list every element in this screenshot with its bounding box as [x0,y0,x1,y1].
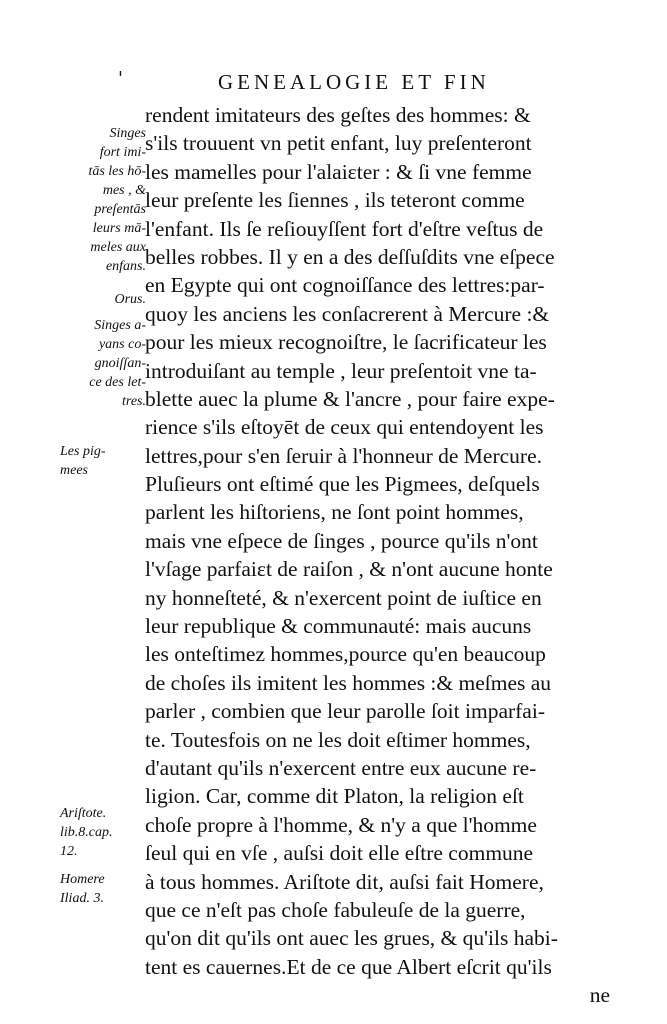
margin-note-singes-imitans [60,124,146,276]
margin-note-line: enfans. [105,259,146,274]
margin-note-line: leurs mā- [92,221,146,236]
margin-note-line: lib.8.cap. [60,825,113,840]
text-line: rience s'ils eſtoyēt de ceux qui entendoyent les [145,415,544,440]
text-line: leur republique & communauté: mais aucuns [145,614,532,639]
text-line: rendent imitateurs des geſtes des hommes: & [145,103,531,127]
header-mark: ' [118,68,123,89]
margin-note-line: ce des let- [89,375,146,390]
margin-note-line: mes , & [102,183,146,198]
margin-note-line: gnoiſſan- [94,356,146,371]
margin-note-aristote [60,804,146,861]
text-line: l'enfant. Ils ſe reſiouyſſent fort d'eſtre veſtus de [145,216,544,241]
text-line: quoy les anciens les conſacrerent à Mercure :& [145,301,550,326]
text-line: parler , combien que leur parolle ſoit imparfai- [145,699,545,724]
margin-note-line: Les pig- [60,444,106,459]
text-line: introduiſant au temple , leur preſentoit vne ta- [145,358,537,383]
margin-note-line: tās les hō- [88,164,146,179]
margin-note-singes-lettres [60,316,146,411]
margin-note-line: Singes a- [94,318,146,333]
margin-note-line: meles aux [90,240,146,255]
margin-note-line: tres. [122,394,146,409]
margin-note-line: Ariſtote. [60,806,107,821]
text-line: te. Toutesfois on ne les doit eſtimer hommes, [145,727,531,752]
body-text [145,101,610,1010]
text-line: qu'on dit qu'ils ont auec les grues, & qu'ils habi- [145,926,558,951]
text-line: en Egypte qui ont cognoiſſance des lettres:par- [145,273,545,298]
margin-note-line: mees [60,463,88,478]
text-line: s'ils trouuent vn petit enfant, luy preſenteront [145,131,532,156]
text-line: leur preſente les ſiennes , ils teteront comme [145,188,525,213]
margin-note-line: yans co- [98,337,146,352]
text-line: ny honneſteté, & n'exercent point de iuſtice en [145,585,542,610]
text-line: les onteſtimez hommes,pource qu'en beaucoup [145,642,546,667]
text-line: parlent les hiſtoriens, ne ſont point hommes, [145,500,524,525]
margin-note-line: preſentās [94,202,146,217]
page-header [112,70,632,95]
margin-note-line: Orus. [114,292,146,307]
text-line: l'vſage parfaiɛt de raiſon , & n'ont aucune honte [145,557,553,582]
text-line: tent es cauernes.Et de ce que Albert eſcrit qu'ils [145,954,552,979]
text-line: lettres,pour s'en ſeruir à l'honneur de Mercure. [145,443,542,468]
text-line: ligion. Car, comme dit Platon, la religion eſt [145,784,524,809]
margin-note-line: 12. [60,844,78,859]
text-line: choſe propre à l'homme, & n'y a que l'homme [145,812,537,837]
text-line: pour les mieux recognoiſtre, le ſacrificateur les [145,330,547,355]
text-line: d'autant qu'ils n'exercent entre eux aucune re- [145,755,537,780]
text-line: de choſes ils imitent les hommes :& meſmes au [145,670,552,695]
text-line: Pluſieurs ont eſtimé que les Pigmees, deſquels [145,472,540,497]
text-line: blette auec la plume & l'ancre , pour faire expe- [145,386,555,411]
text-line: mais vne eſpece de ſinges , pource qu'ils n'ont [145,528,538,553]
margin-note-line: Homere [60,872,105,887]
margin-note-line: fort imi- [99,145,146,160]
margin-note-line: Singes [109,126,146,141]
margin-note-orus [60,290,146,309]
margin-note-line: Iliad. 3. [60,891,104,906]
text-line: ſeul qui en vſe , auſsi doit elle eſtre commune [145,841,534,866]
text-line: belles robbes. Il y en a des deſſuſdits vne eſpece [145,244,555,269]
margin-note-homere [60,870,146,908]
text-line: que ce n'eſt pas choſe fabuleuſe de la guerre, [145,897,526,922]
catchword: ne [589,983,610,1008]
margin-note-pigmees [60,442,146,480]
running-title: GENEALOGIE ET FIN [218,70,490,94]
text-line: à tous hommes. Ariſtote dit, auſsi fait Homere, [145,869,544,894]
text-line: les mamelles pour l'alaiɛter : & ſi vne femme [145,159,532,184]
